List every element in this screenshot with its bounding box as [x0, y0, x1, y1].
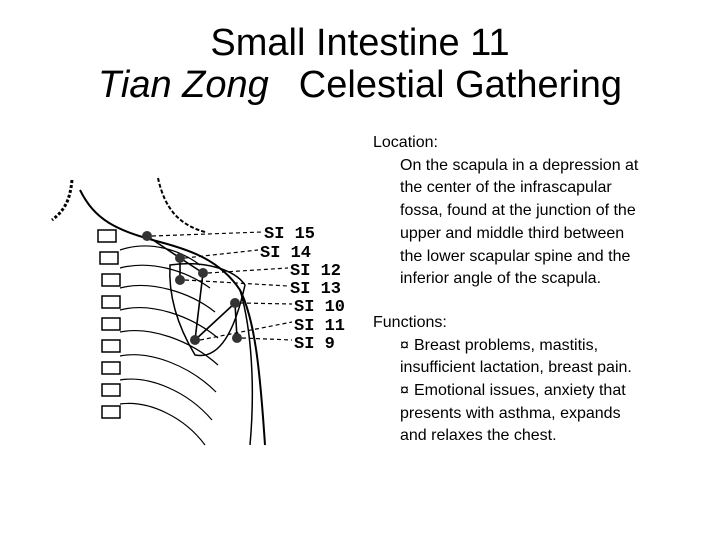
function-item: ¤ Breast problems, mastitis, [400, 335, 703, 358]
function-line: and relaxes the chest. [400, 427, 557, 445]
functions-heading: Functions: [373, 313, 447, 331]
location-line: the center of the infrascapular [400, 179, 612, 197]
spine [98, 230, 120, 418]
location-line: On the scapula in a depression at [400, 156, 639, 174]
function-item: ¤ Emotional issues, anxiety that [400, 380, 703, 403]
location-line: fossa, found at the junction of the [400, 202, 636, 220]
acupoint-diagram [40, 170, 350, 450]
pinyin-name: Tian Zong [98, 64, 269, 106]
label-si10: SI 10 [294, 298, 346, 317]
label-si15: SI 15 [264, 225, 316, 244]
bullet-icon: ¤ [400, 336, 409, 354]
back-shoulder-illustration [40, 170, 350, 450]
functions-body [400, 335, 703, 449]
english-name: Celestial Gathering [298, 64, 622, 106]
function-line: insufficient lactation, breast pain. [400, 359, 632, 377]
label-si9: SI 9 [294, 335, 335, 354]
title-line-1: Small Intestine 11 [210, 22, 510, 64]
location-body [400, 155, 703, 291]
slide-title [0, 22, 720, 106]
location-line: inferior angle of the scapula. [400, 270, 602, 288]
neck-left-edge [52, 180, 72, 220]
location-heading: Location: [373, 134, 438, 151]
title-line-2 [0, 64, 720, 106]
location-line: the lower scapular spine and the [400, 247, 631, 265]
label-si14: SI 14 [260, 244, 312, 263]
label-si12: SI 12 [290, 262, 342, 281]
label-si11: SI 11 [294, 317, 346, 336]
bullet-icon: ¤ [400, 382, 409, 400]
function-line: presents with asthma, expands [400, 404, 621, 422]
label-si13: SI 13 [290, 280, 342, 299]
description-text [373, 132, 703, 448]
acupoints [142, 231, 242, 345]
arm-outline [240, 290, 252, 445]
neck-right-edge [158, 178, 205, 232]
location-line: upper and middle third between [400, 224, 625, 242]
